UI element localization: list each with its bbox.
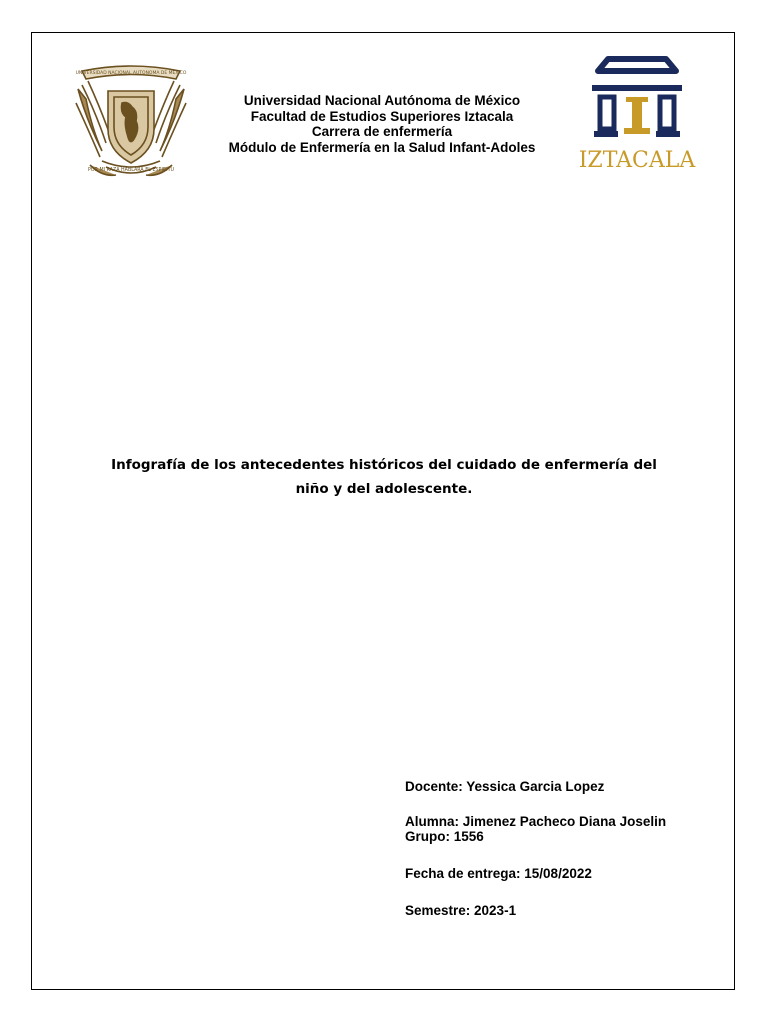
- document-title: [72, 453, 696, 501]
- title-line-2: niño y del adolescente.: [295, 481, 473, 497]
- career-name: Carrera de enfermería: [311, 124, 453, 139]
- iztacala-logo-text: IZTACALA: [578, 148, 696, 173]
- semester-label: Semestre: 2023-1: [405, 903, 517, 918]
- faculty-name: Facultad de Estudios Superiores Iztacala: [250, 108, 514, 124]
- unam-seal-text: UNIVERSIDAD NACIONAL AUTONOMA DE MEXICO: [75, 71, 187, 76]
- unam-motto-text: POR MI RAZA HABLARA EL ESPIRITU: [87, 168, 175, 173]
- document-page: [31, 32, 735, 990]
- group-label: Grupo: 1556: [405, 829, 484, 844]
- university-name: Universidad Nacional Autónoma de México: [243, 93, 521, 108]
- unam-seal-icon: [72, 59, 190, 183]
- student-label: Alumna: Jimenez Pacheco Diana Joselin: [405, 814, 667, 829]
- iztacala-logo-icon: [570, 53, 704, 173]
- student-info: [405, 779, 725, 918]
- title-line-1: Infografía de los antecedentes históricos del cuidado de enfermería del: [111, 457, 657, 473]
- delivery-date-label: Fecha de entrega: 15/08/2022: [405, 866, 592, 881]
- module-name: Módulo de Enfermería en la Salud Infant-Adoles: [228, 139, 536, 155]
- teacher-label: Docente: Yessica Garcia Lopez: [405, 779, 605, 794]
- institution-header: [197, 93, 567, 155]
